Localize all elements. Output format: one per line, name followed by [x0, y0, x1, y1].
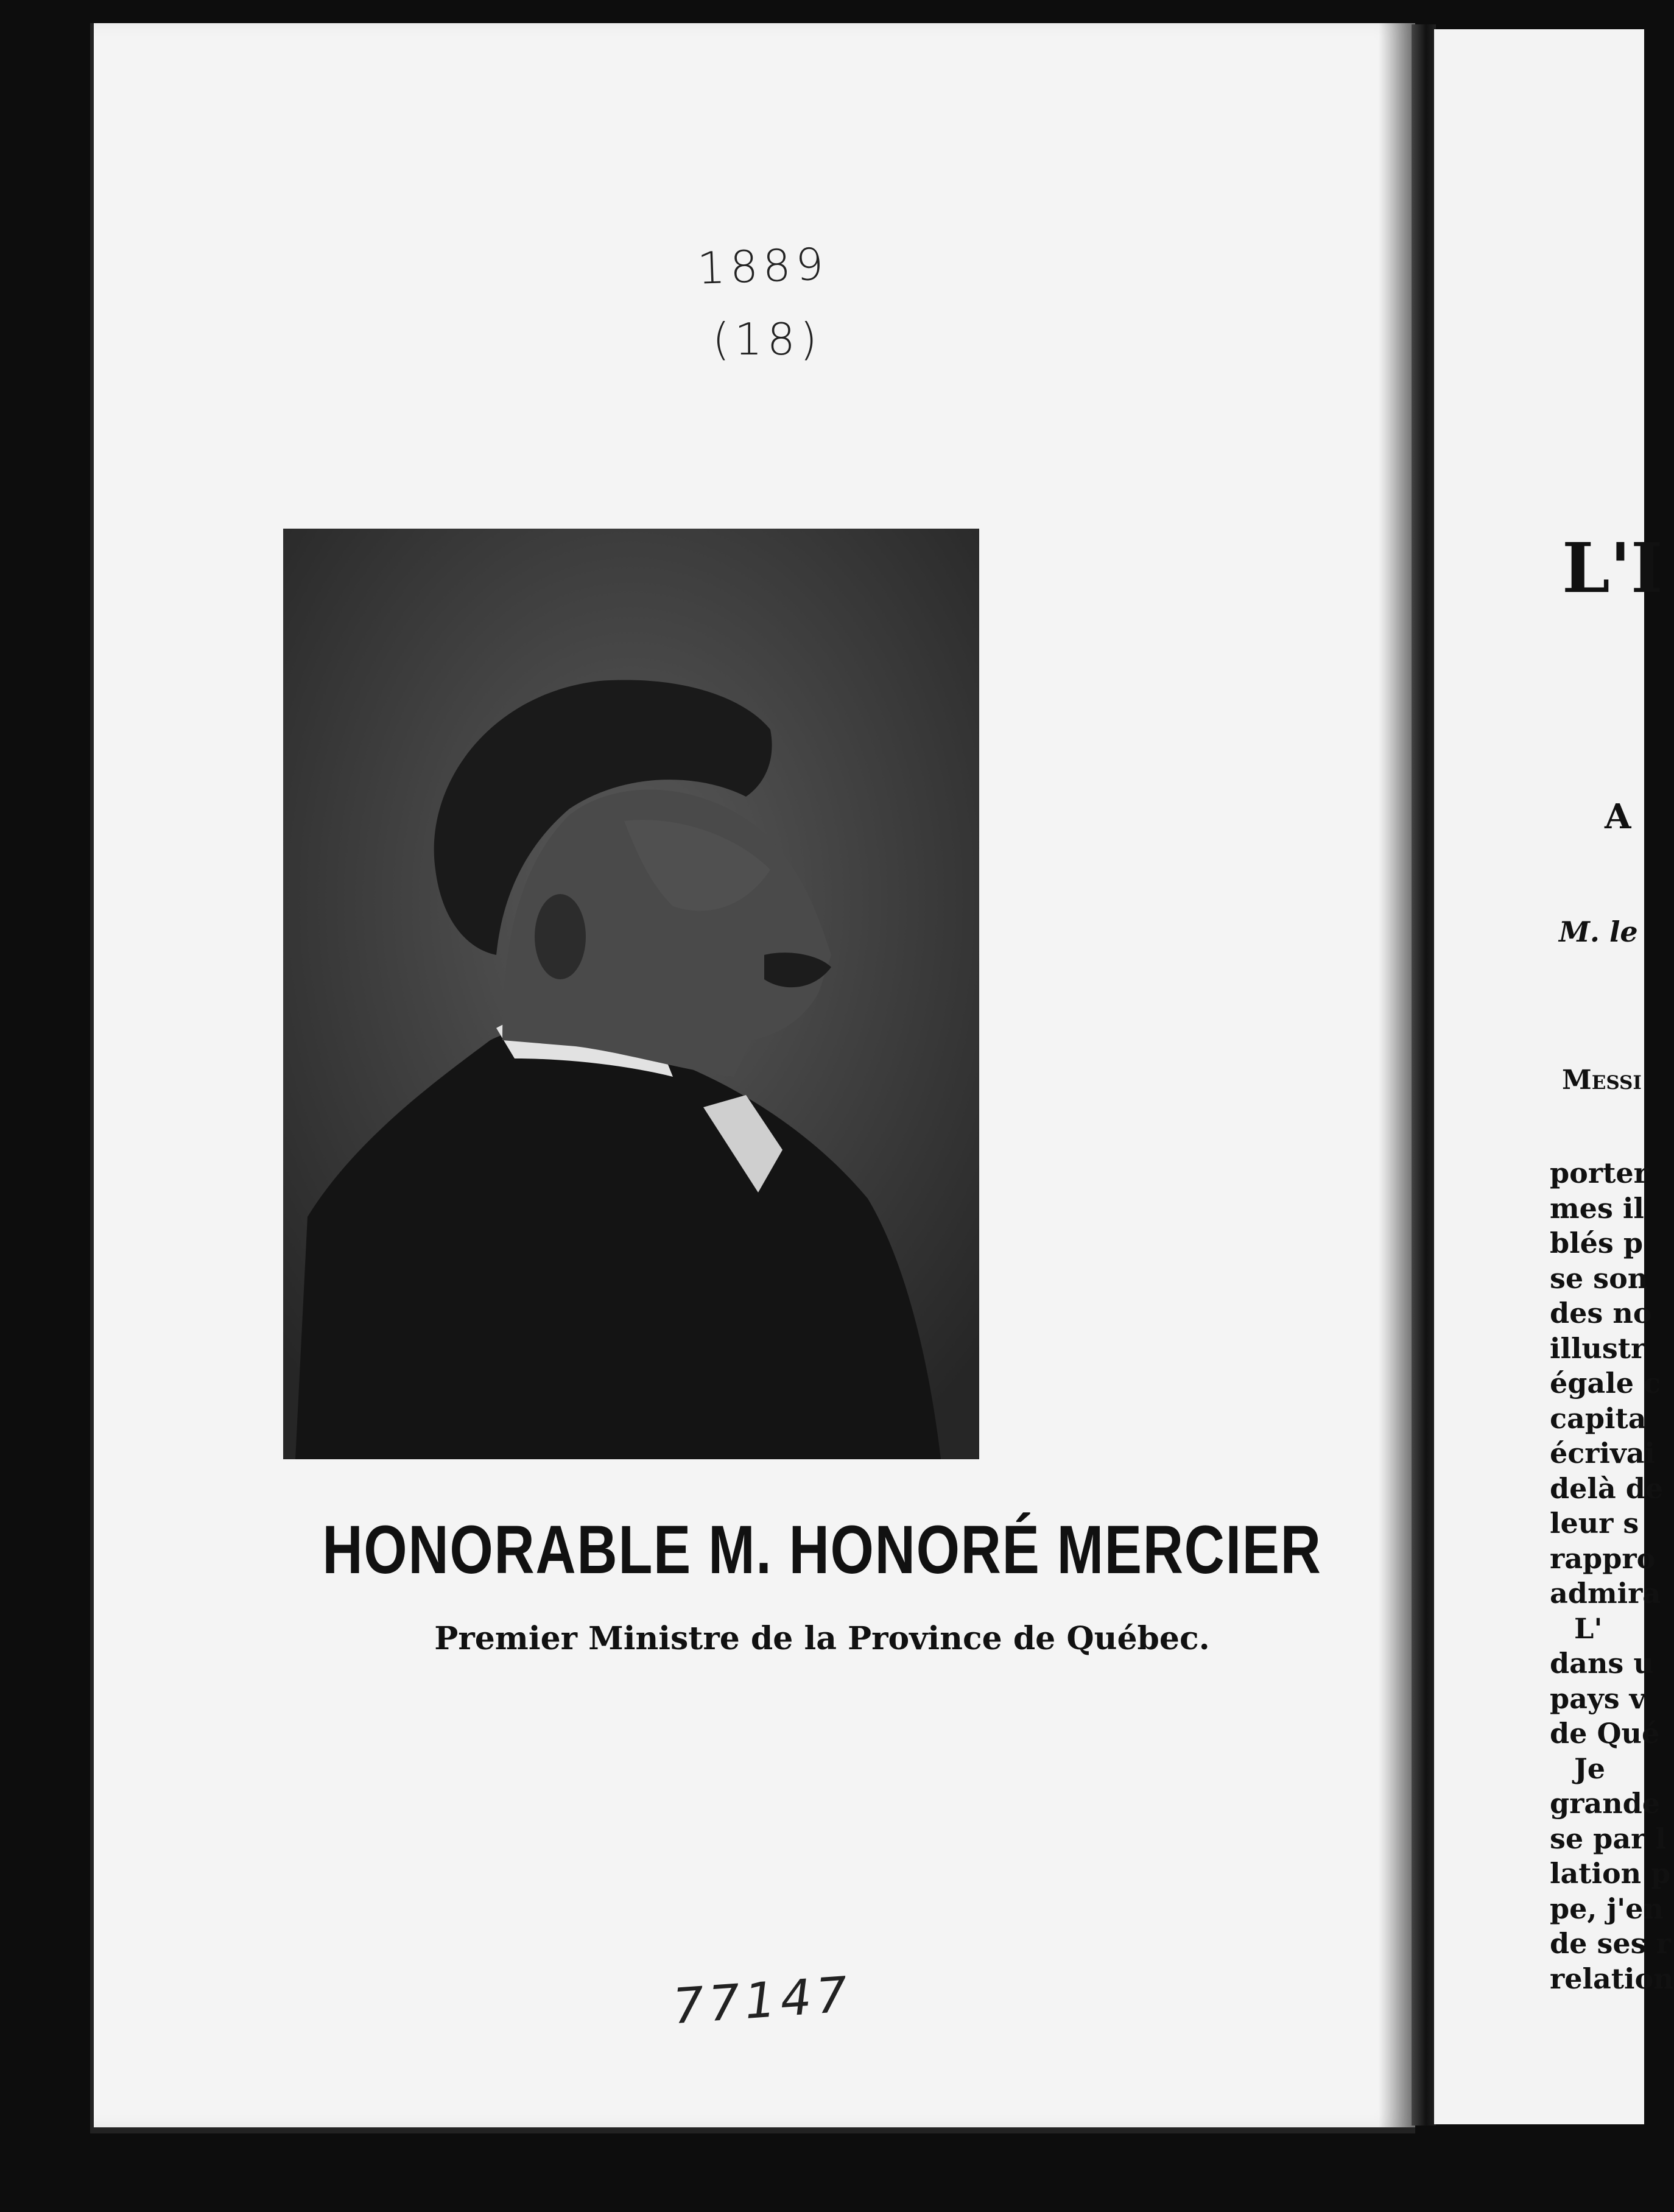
body-line: se par l: [1550, 1822, 1666, 1855]
body-line: relation: [1550, 1962, 1674, 1995]
body-line: admira: [1550, 1577, 1661, 1610]
portrait-illustration: [283, 529, 979, 1459]
body-line: mes il: [1550, 1191, 1644, 1225]
handwritten-catalog-number: 77147: [671, 1965, 854, 2035]
portrait-photograph: [283, 529, 979, 1459]
page-edge-shadow: [1379, 23, 1415, 2127]
body-line: pe, j'en: [1550, 1892, 1664, 1925]
text-page-cropped: [1434, 29, 1674, 2124]
body-line: leur s: [1550, 1507, 1639, 1540]
body-line: écrivai: [1550, 1437, 1655, 1470]
body-text: [1550, 1156, 1674, 1996]
body-line: lation p: [1550, 1857, 1671, 1890]
body-line: porter: [1550, 1157, 1648, 1189]
body-line: rappro: [1550, 1541, 1656, 1575]
body-line: de ses r: [1550, 1927, 1671, 1960]
book-gutter: [1412, 24, 1436, 2126]
body-line: delà de: [1550, 1471, 1664, 1505]
body-line: se son: [1550, 1261, 1648, 1295]
body-line: égale c: [1550, 1367, 1661, 1400]
body-line: grande: [1550, 1787, 1661, 1820]
page-heading: L'I: [1562, 529, 1663, 608]
body-line: pays v: [1550, 1682, 1646, 1715]
body-line: de Qué: [1550, 1717, 1660, 1750]
heading-line-a: A: [1605, 797, 1631, 837]
body-line: capita: [1550, 1401, 1647, 1435]
portrait-caption-title: Premier Ministre de la Province de Québec.: [434, 1620, 1210, 1657]
body-line: blés p: [1550, 1227, 1643, 1259]
addressee-line: M. le: [1559, 915, 1638, 948]
body-line: Je: [1574, 1752, 1606, 1785]
portrait-caption-name: HONORABLE M. HONORÉ MERCIER: [322, 1512, 1322, 1588]
handwritten-number: (18): [712, 314, 822, 365]
body-line: illustr: [1550, 1331, 1646, 1365]
salutation-line: Messi: [1562, 1065, 1642, 1096]
body-line: L': [1574, 1611, 1603, 1645]
handwritten-year: 1889: [696, 238, 829, 294]
body-line: dans u: [1550, 1647, 1654, 1680]
body-line: des no: [1550, 1297, 1652, 1330]
